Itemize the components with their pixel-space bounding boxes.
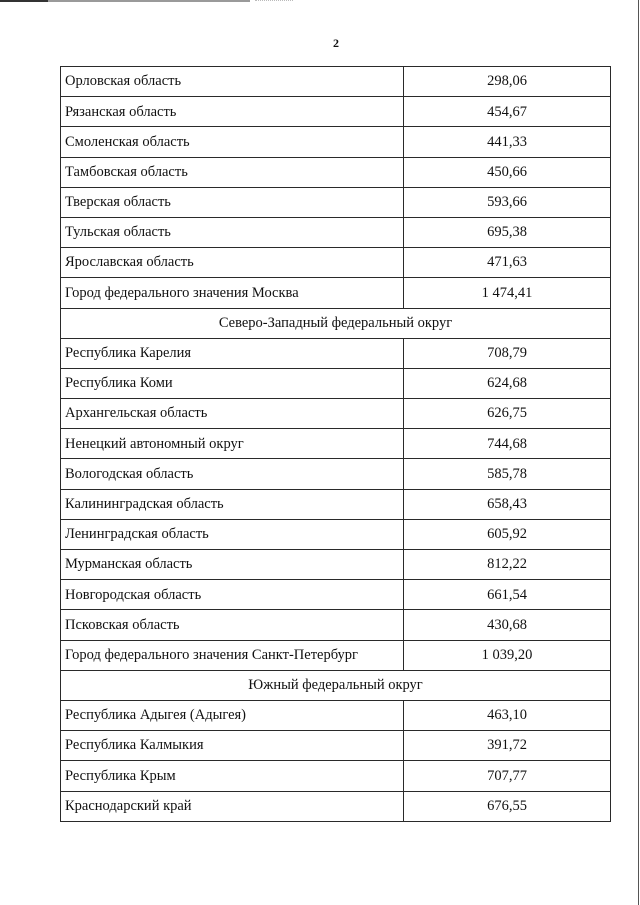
region-value-cell: 391,72 [404, 731, 611, 761]
table-row [61, 459, 611, 489]
regions-table-body [61, 67, 611, 822]
federal-district-name: Северо-Западный федеральный округ [61, 308, 611, 338]
table-row [61, 791, 611, 821]
region-name-cell: Тульская область [61, 217, 404, 247]
table-row [61, 761, 611, 791]
region-name-cell: Республика Крым [61, 761, 404, 791]
table-row [61, 368, 611, 398]
region-name-cell: Город федерального значения Москва [61, 278, 404, 308]
region-value-cell: 441,33 [404, 127, 611, 157]
region-value-cell: 454,67 [404, 97, 611, 127]
table-row [61, 700, 611, 730]
table-row [61, 338, 611, 368]
region-value-cell: 463,10 [404, 700, 611, 730]
region-name-cell: Новгородская область [61, 580, 404, 610]
regions-table [60, 66, 611, 822]
table-row [61, 429, 611, 459]
region-value-cell: 605,92 [404, 519, 611, 549]
table-row [61, 489, 611, 519]
region-name-cell: Рязанская область [61, 97, 404, 127]
table-row [61, 248, 611, 278]
federal-district-header-row [61, 670, 611, 700]
region-value-cell: 676,55 [404, 791, 611, 821]
region-name-cell: Архангельская область [61, 399, 404, 429]
scan-artifact-right-edge [638, 0, 639, 905]
region-name-cell: Ярославская область [61, 248, 404, 278]
region-value-cell: 471,63 [404, 248, 611, 278]
region-name-cell: Калининградская область [61, 489, 404, 519]
region-value-cell: 744,68 [404, 429, 611, 459]
table-row [61, 399, 611, 429]
region-name-cell: Ненецкий автономный округ [61, 429, 404, 459]
table-row [61, 187, 611, 217]
region-value-cell: 1 039,20 [404, 640, 611, 670]
scan-artifact-top-line-dark [0, 0, 48, 2]
region-name-cell: Город федерального значения Санкт-Петербург [61, 640, 404, 670]
region-value-cell: 658,43 [404, 489, 611, 519]
region-name-cell: Тамбовская область [61, 157, 404, 187]
region-name-cell: Краснодарский край [61, 791, 404, 821]
table-row [61, 550, 611, 580]
region-value-cell: 593,66 [404, 187, 611, 217]
table-row [61, 640, 611, 670]
region-name-cell: Тверская область [61, 187, 404, 217]
region-value-cell: 298,06 [404, 67, 611, 97]
federal-district-header-row [61, 308, 611, 338]
region-name-cell: Смоленская область [61, 127, 404, 157]
region-value-cell: 695,38 [404, 217, 611, 247]
scan-artifact-top-dots [255, 0, 293, 3]
region-name-cell: Орловская область [61, 67, 404, 97]
table-row [61, 580, 611, 610]
region-name-cell: Ленинградская область [61, 519, 404, 549]
region-value-cell: 624,68 [404, 368, 611, 398]
region-name-cell: Республика Коми [61, 368, 404, 398]
table-row [61, 610, 611, 640]
region-name-cell: Республика Адыгея (Адыгея) [61, 700, 404, 730]
federal-district-name: Южный федеральный округ [61, 670, 611, 700]
region-name-cell: Вологодская область [61, 459, 404, 489]
region-name-cell: Мурманская область [61, 550, 404, 580]
table-row [61, 127, 611, 157]
region-value-cell: 450,66 [404, 157, 611, 187]
region-value-cell: 626,75 [404, 399, 611, 429]
region-value-cell: 707,77 [404, 761, 611, 791]
region-name-cell: Республика Карелия [61, 338, 404, 368]
region-value-cell: 585,78 [404, 459, 611, 489]
table-row [61, 67, 611, 97]
region-value-cell: 1 474,41 [404, 278, 611, 308]
table-row [61, 731, 611, 761]
region-name-cell: Республика Калмыкия [61, 731, 404, 761]
region-value-cell: 430,68 [404, 610, 611, 640]
table-row [61, 519, 611, 549]
table-row [61, 278, 611, 308]
table-row [61, 217, 611, 247]
region-value-cell: 812,22 [404, 550, 611, 580]
region-value-cell: 661,54 [404, 580, 611, 610]
page-number: 2 [333, 36, 339, 50]
table-row [61, 97, 611, 127]
table-row [61, 157, 611, 187]
region-name-cell: Псковская область [61, 610, 404, 640]
region-value-cell: 708,79 [404, 338, 611, 368]
